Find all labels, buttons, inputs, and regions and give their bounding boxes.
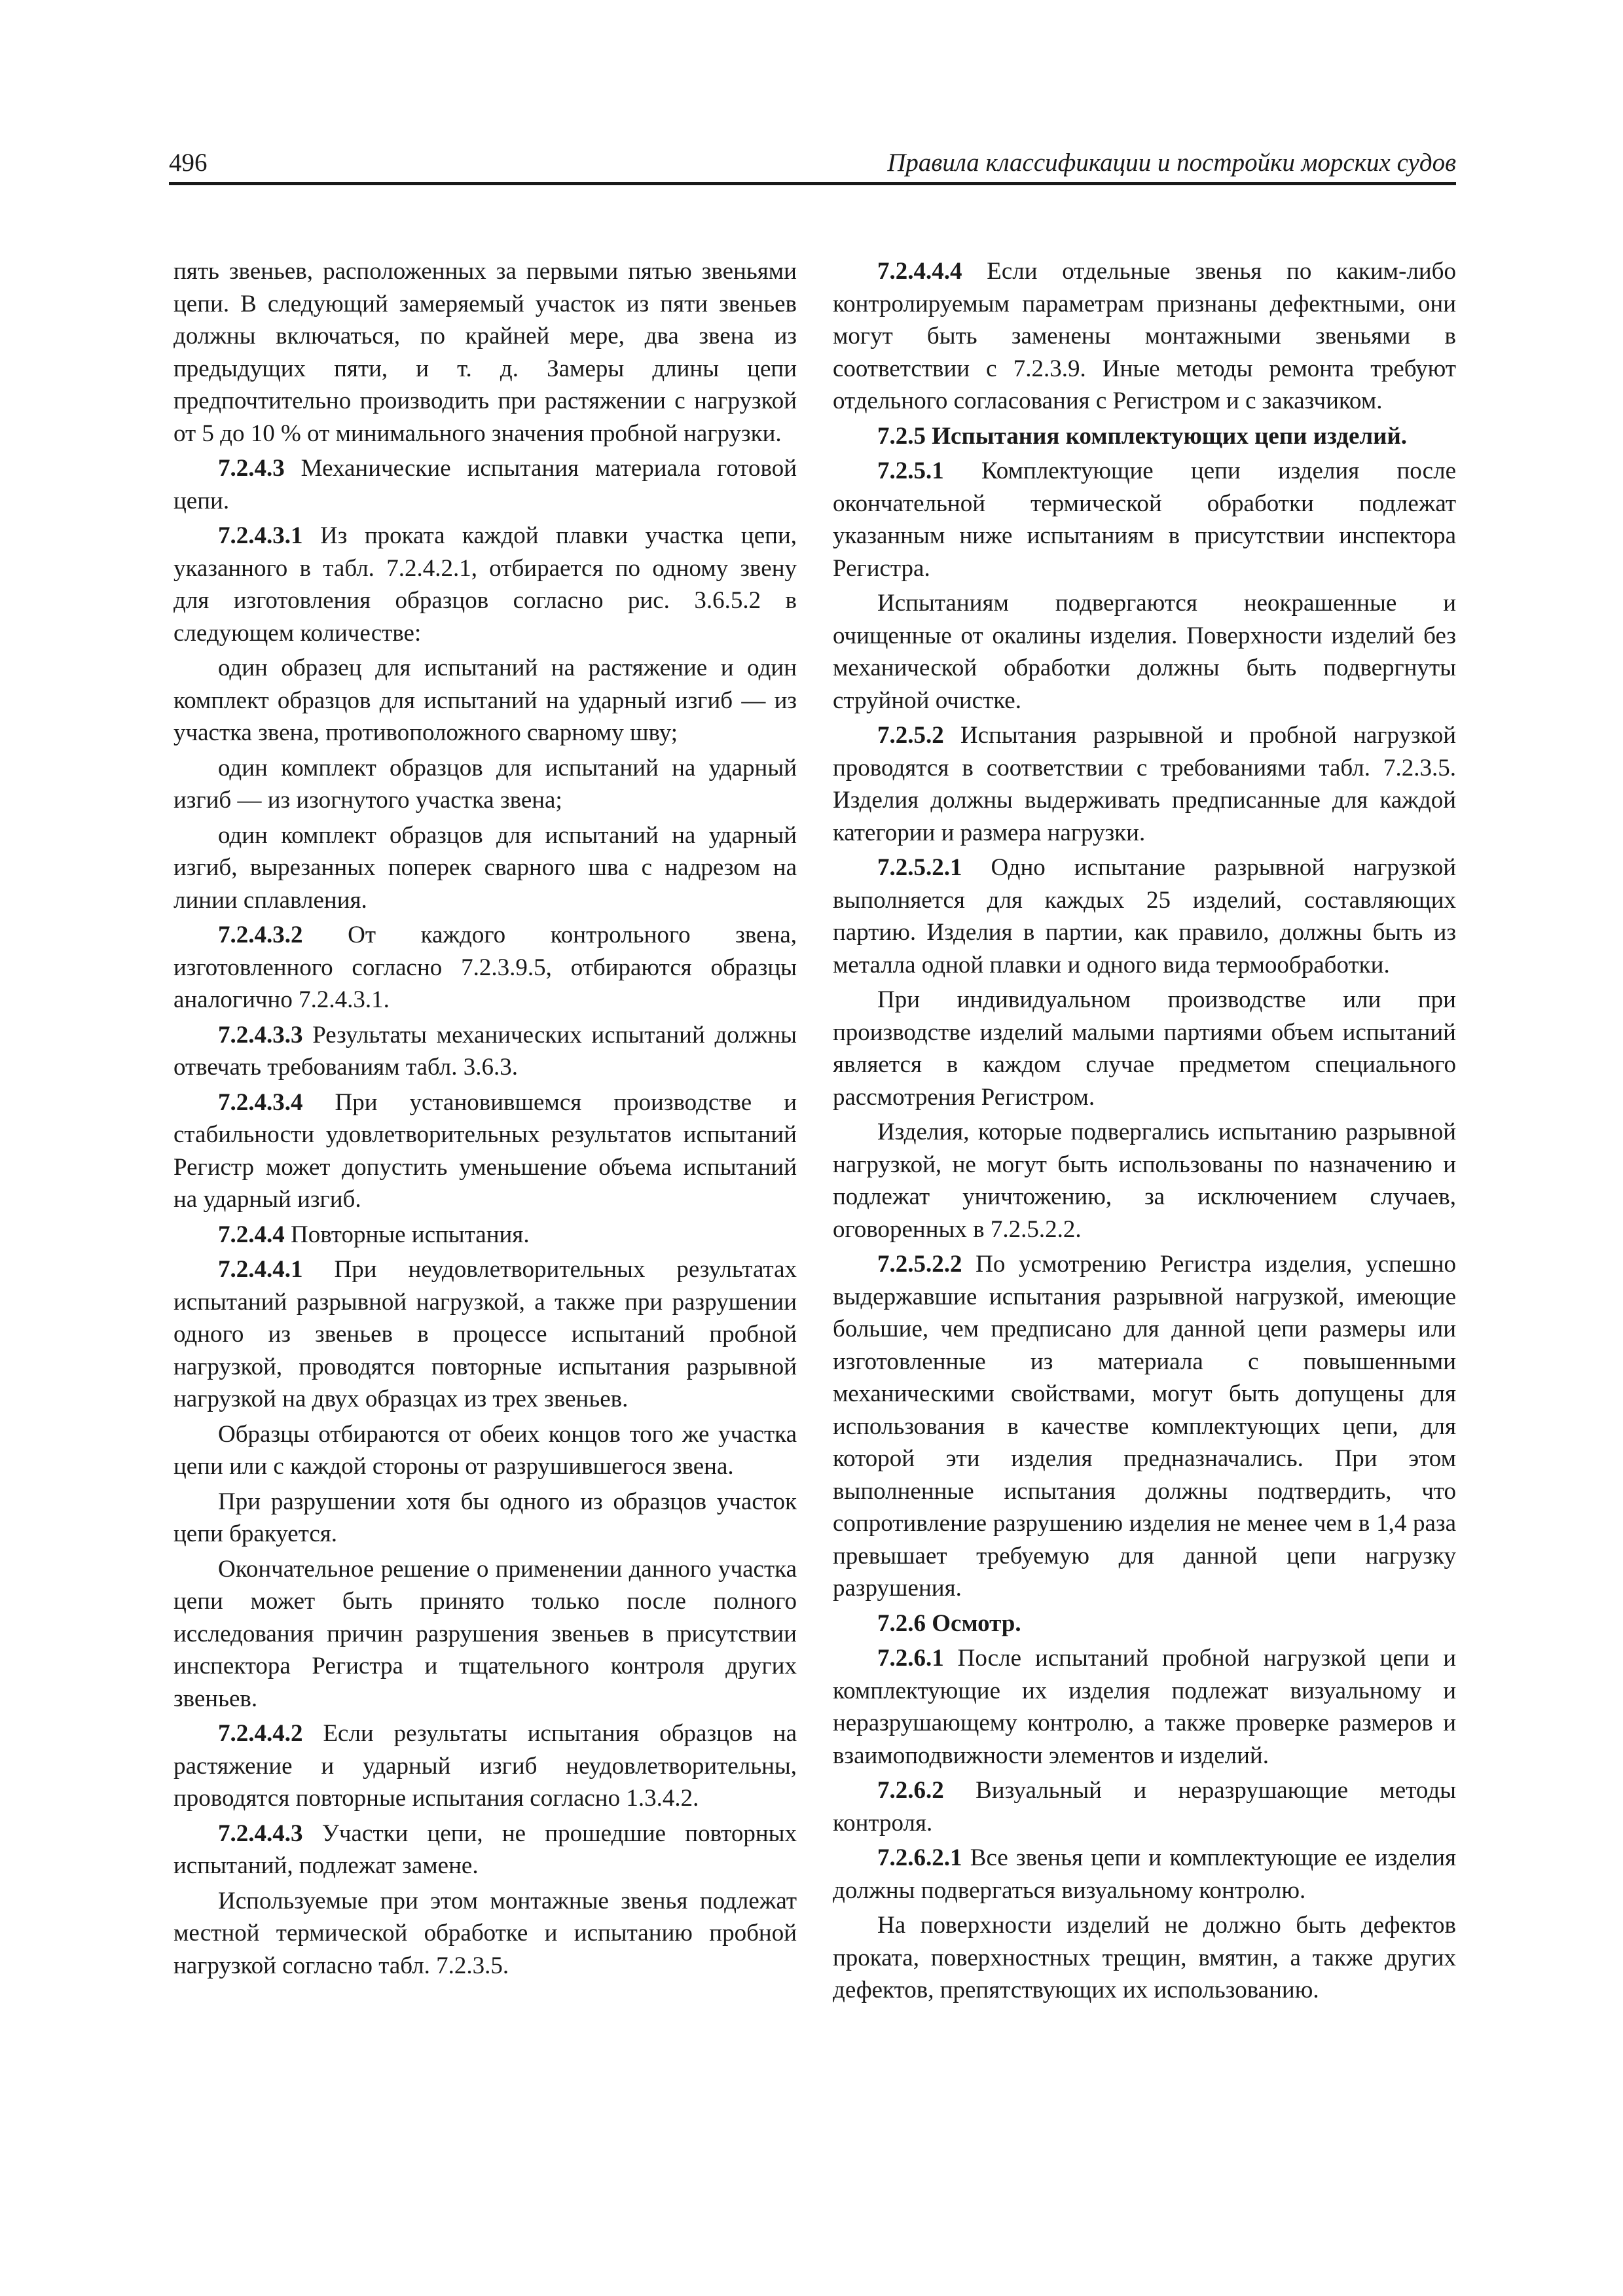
section-number: 7.2.4.3.4 [218,1088,303,1116]
page-number: 496 [169,149,208,177]
paragraph-text: один образец для испытаний на растяжение и один комплект образцов для испытаний на ударный изгиб — из участка звена, противоположного сварному шву; [173,655,797,746]
paragraph [173,919,797,1016]
paragraph [173,520,797,649]
paragraph [833,1116,1456,1246]
paragraph-text: один комплект образцов для испытаний на ударный изгиб — из изогнутого участка звена; [173,754,797,814]
section-number: 7.2.4.4.1 [218,1256,303,1283]
section-number: 7.2.5.2.1 [877,854,962,881]
section-number: 7.2.5.2 [877,722,944,749]
paragraph [833,1607,1456,1640]
paragraph-text: Если результаты испытания образцов на растяжение и ударный изгиб неудовлетворительны, проводятся повторные испытания согласно 1.3.4.2. [173,1720,797,1812]
section-number: 7.2.4.3.3 [218,1021,303,1049]
section-number: 7.2.6.2.1 [877,1844,962,1871]
section-number: 7.2.4.4 [218,1221,285,1248]
paragraph [833,587,1456,717]
paragraph [173,1717,797,1815]
paragraph [173,1418,797,1483]
paragraph-text: Если отдельные звенья по каким-либо контролируемым параметрам признаны дефектными, они могут быть заменены монтажными звеньями в соответствии с 7.2.3.9. Иные методы ремонта требуют отдельного согласования с Регистром и с заказчиком. [833,258,1456,414]
paragraph-text: Результаты механических испытаний должны отвечать требованиям табл. 3.6.3. [173,1021,797,1081]
paragraph [173,1486,797,1551]
section-number: 7.2.5.1 [877,457,944,484]
paragraph [833,1642,1456,1772]
section-number: 7.2.4.3 [218,455,285,482]
paragraph-text: Образцы отбираются от обеих концов того же участка цепи или с каждой стороны от разрушившегося звена. [173,1420,797,1480]
section-number: 7.2.4.4.4 [877,258,962,285]
paragraph [833,1909,1456,2007]
paragraph [833,420,1456,453]
section-number: 7.2.4.4.2 [218,1720,303,1747]
paragraph [173,1086,797,1216]
paragraph-text: Повторные испытания. [291,1221,530,1248]
paragraph [833,852,1456,981]
page-header [169,148,1456,185]
paragraph-text: Окончательное решение о применении данного участка цепи может быть принято только после полного исследования причин разрушения звеньев в присутствии инспектора Регистра и тщательного контроля других звеньев. [173,1555,797,1712]
paragraph-text: От каждого контрольного звена, изготовленного согласно 7.2.3.9.5, отбираются образцы аналогично 7.2.4.3.1. [173,922,797,1013]
section-number: 7.2.6.1 [877,1645,944,1672]
paragraph-text: При установившемся производстве и стабильности удовлетворительных результатов испытаний Регистр может допустить уменьшение объема испытаний на ударный изгиб. [173,1088,797,1213]
paragraph [173,1253,797,1416]
paragraph-text: После испытаний пробной нагрузкой цепи и комплектующие их изделия подлежат визуальному и неразрушающему контролю, а также проверке размеров и взаимоподвижности элементов и изделий. [833,1645,1457,1769]
paragraph [173,1818,797,1882]
section-number: 7.2.5.2.2 [877,1251,962,1278]
paragraph-text: На поверхности изделий не должно быть дефектов проката, поверхностных трещин, вмятин, а также других дефектов, препятствующих их использованию. [833,1912,1456,2003]
paragraph [833,719,1456,849]
paragraph-text: По усмотрению Регистра изделия, успешно выдержавшие испытания разрывной нагрузкой, имеющие большие, чем предписано для данной цепи размеры или изготовленные из материала с повышенными механическими свойствами, могут быть допущены для использования в качестве комплектующих цепи, для которой эти изделия предназначались. При этом выполненные испытания должны подтвердить, что сопротивление разрушению изделия не менее чем в 1,4 раза превышает требуемую для данной цепи нагрузку разрушения. [833,1251,1457,1602]
paragraph-text: Из проката каждой плавки участка цепи, указанного в табл. 7.2.4.2.1, отбирается по одному звену для изготовления образцов согласно рис. 3.6.5.2 в следующем количестве: [173,522,797,647]
paragraph [833,255,1456,418]
paragraph-text: Все звенья цепи и комплектующие ее изделия должны подвергаться визуальному контролю. [833,1844,1457,1904]
paragraph-text: Изделия, которые подвергались испытанию разрывной нагрузкой, не могут быть использованы по назначению и подлежат уничтожению, за исключением случаев, оговоренных в 7.2.5.2.2. [833,1119,1456,1243]
running-title: Правила классификации и постройки морских судов [887,149,1456,177]
section-number: 7.2.4.4.3 [218,1820,303,1847]
section-number: 7.2.4.3.2 [218,922,303,948]
paragraph-text: один комплект образцов для испытаний на ударный изгиб, вырезанных поперек сварного шва с надрезом на линии сплавления. [173,821,797,914]
section-number: 7.2.5 Испытания комплектующих цепи изделий. [877,422,1408,450]
paragraph-text: Комплектующие цепи изделия после окончательной термической обработки подлежат указанным ниже испытаниям в присутствии инспектора Регистра. [833,457,1456,582]
paragraph [173,752,797,817]
paragraph [173,1019,797,1084]
paragraph-text: Визуальный и неразрушающие методы контроля. [833,1777,1457,1837]
paragraph [173,652,797,749]
paragraph [833,984,1456,1113]
paragraph [173,819,797,917]
paragraph-text: При индивидуальном производстве или при производстве изделий малыми партиями объем испытаний является в каждом случае предметом специального рассмотрения Регистром. [833,986,1456,1111]
right-column [833,255,1456,2009]
paragraph [173,255,797,450]
paragraph-text: При разрушении хотя бы одного из образцов участок цепи бракуется. [173,1488,797,1547]
paragraph-text: Механические испытания материала готовой цепи. [173,455,797,514]
paragraph-text: Используемые при этом монтажные звенья подлежат местной термической обработке и испытанию пробной нагрузкой согласно табл. 7.2.3.5. [173,1887,797,1979]
section-number: 7.2.6 Осмотр. [877,1609,1021,1637]
left-column [173,255,797,1984]
paragraph [833,455,1456,584]
section-number: 7.2.6.2 [877,1777,944,1804]
paragraph-text: Одно испытание разрывной нагрузкой выполняется для каждых 25 изделий, составляющих партию. Изделия в партии, как правило, должны быть из металла одной плавки и одного вида термообработки. [833,854,1457,978]
paragraph [833,1774,1456,1839]
paragraph-text: Испытаниям подвергаются неокрашенные и очищенные от окалины изделия. Поверхности изделий без механической обработки должны быть подвергнуты струйной очистке. [833,590,1456,714]
paragraph-text: Участки цепи, не прошедшие повторных испытаний, подлежат замене. [173,1820,797,1879]
paragraph-text: Испытания разрывной и пробной нагрузкой проводятся в соответствии с требованиями табл. 7.2.3.5. Изделия должны выдерживать предписанные для каждой категории и размера нагрузки. [833,722,1456,846]
section-number: 7.2.4.3.1 [218,522,303,549]
paragraph [833,1842,1456,1907]
paragraph-text: При неудовлетворительных результатах испытаний разрывной нагрузкой, а также при разрушении одного из звеньев в процессе испытаний пробной нагрузкой, проводятся повторные испытания разрывной нагрузкой на двух образцах из трех звеньев. [173,1256,797,1412]
paragraph [173,1553,797,1715]
paragraph [833,1248,1456,1605]
paragraph [173,1885,797,1982]
paragraph-text: пять звеньев, расположенных за первыми пятью звеньями цепи. В следующий замеряемый участок из пяти звеньев должны включаться, по крайней мере, два звена из предыдущих пяти, и т. д. Замеры длины цепи предпочтительно производить при растяжении с нагрузкой от 5 до 10 % от минимального значения пробной нагрузки. [173,258,797,447]
paragraph [173,452,797,517]
paragraph [173,1219,797,1251]
